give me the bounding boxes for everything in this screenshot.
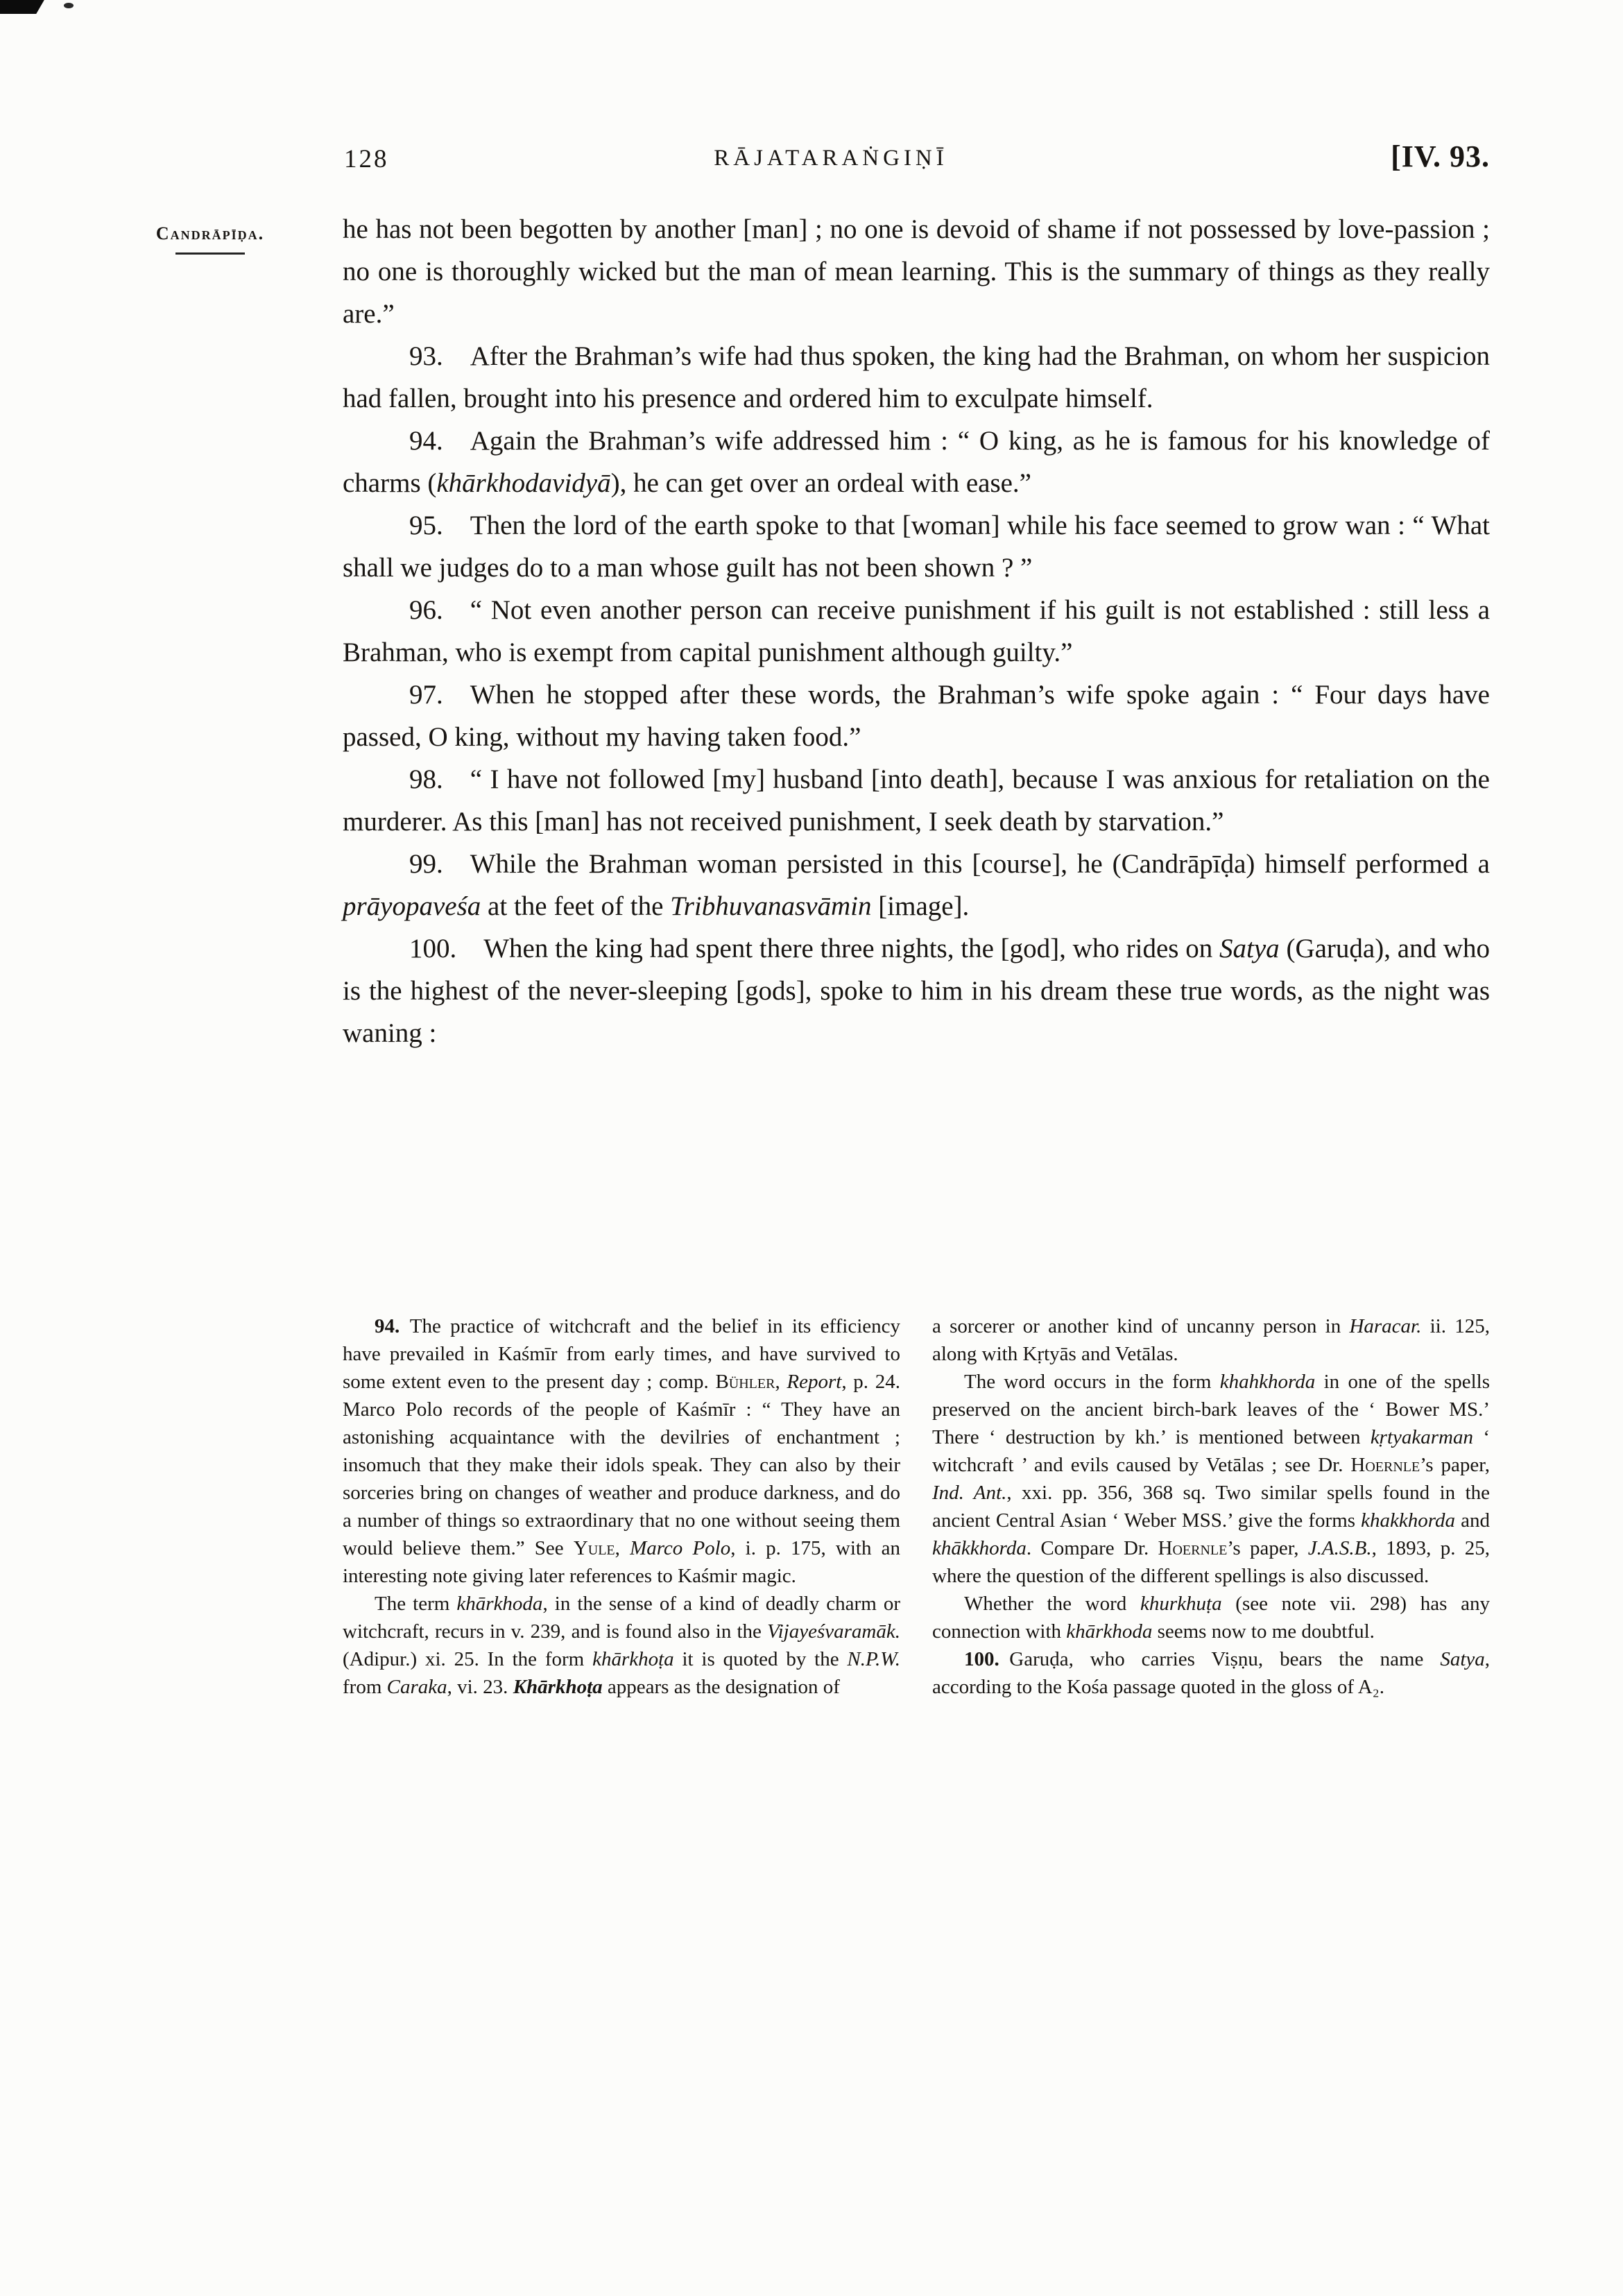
- margin-note-rule: [175, 252, 245, 255]
- footnote-94-continuation: a sorcerer or another kind of uncanny person in Haracar. ii. 125, along with Kṛtyās and Vetālas.: [932, 1315, 1490, 1365]
- footnote-column-right: [932, 1312, 1490, 1701]
- paragraph-92-continuation: he has not been begotten by another [man] ; no one is devoid of shame if not possessed by love-passion ; no one is thoroughly wicked but the man of mean learning. This is the summary of things as they really are.”: [343, 214, 1490, 329]
- paragraph-99: 99. While the Brahman woman persisted in this [course], he (Candrāpīḍa) himself performed a prāyopaveśa at the feet of the Tribhuvanasvāmin [image].: [343, 849, 1490, 921]
- running-head: [343, 139, 1490, 180]
- main-text: [343, 208, 1490, 1054]
- scan-edge-artifact: [0, 0, 44, 14]
- paragraph-93: 93. After the Brahman’s wife had thus spoken, the king had the Brahman, on whom her suspicion had fallen, brought into his presence and ordered him to exculpate himself.: [343, 341, 1490, 413]
- paragraph-96: 96. “ Not even another person can receive punishment if his guilt is not established : still less a Brahman, who is exempt from capital punishment although guilty.”: [343, 595, 1490, 667]
- footnote-94: 94. The practice of witchcraft and the belief in its efficiency have prevailed in Kaśmīr from early times, and have survived to some extent even to the present day ; comp. Bühler, Report, p. 24. Marco Polo records of the people of Kaśmīr : “ They have an astonishing acquaintance with the devilries of enchantment ; insomuch that they make their idols speak. They can also by their sorceries bring on changes of weather and produce darkness, and do a number of things so extraordinary that no one without seeing them would believe them.” See Yule, Marco Polo, i. p. 175, with an interesting note giving later references to Kaśmir magic.: [343, 1315, 901, 1587]
- footnote-column-left: [343, 1312, 900, 1701]
- paragraph-94: 94. Again the Brahman’s wife addressed him : “ O king, as he is famous for his knowledge of charms (khārkhodavidyā), he can get over an ordeal with ease.”: [343, 426, 1490, 498]
- footnotes: [343, 1312, 1490, 1701]
- paragraph-100: 100. When the king had spent there three nights, the [god], who rides on Satya (Garuḍa), and who is the highest of the never-sleeping [gods], spoke to him in his dream these true words, as the night was waning :: [343, 934, 1490, 1048]
- book-title: RĀJATARAṄGIṆĪ: [714, 146, 948, 171]
- margin-note-label: Candrāpīḍa.: [155, 223, 265, 243]
- footnote-100: 100. Garuḍa, who carries Viṣṇu, bears the name Satya, according to the Kośa passage quoted in the gloss of A₂.: [932, 1648, 1490, 1698]
- margin-note: [123, 223, 297, 255]
- paragraph-97: 97. When he stopped after these words, the Brahman’s wife spoke again : “ Four days have passed, O king, without my having taken food.”: [343, 680, 1490, 752]
- paragraph-95: 95. Then the lord of the earth spoke to that [woman] while his face seemed to grow wan : “ What shall we judges do to a man whose guilt has not been shown ? ”: [343, 511, 1490, 583]
- footnote-94-term-kharkhoda: The term khārkhoda, in the sense of a kind of deadly charm or witchcraft, recurs in v. 239, and is found also in the Vijayeśvaramāk. (Adipur.) xi. 25. In the form khārkhoṭa it is quoted by the N.P.W. from Caraka, vi. 23. Khārkhoṭa appears as the designation of: [343, 1593, 900, 1698]
- footnote-94-word-occurs: The word occurs in the form khahkhorda in one of the spells preserved on the ancient birch-bark leaves of the ‘ Bower MS.’ There ‘ destruction by kh.’ is mentioned between kṛtyakarman ‘ witchcraft ’ and evils caused by Vetālas ; see Dr. Hoernle’s paper, Ind. Ant., xxi. pp. 356, 368 sq. Two similar spells found in the ancient Central Asian ‘ Weber MSS.’ give the forms khakkhorda and khākkhorda. Compare Dr. Hoernle’s paper, J.A.S.B., 1893, p. 25, where the question of the different spellings is also discussed.: [932, 1371, 1491, 1587]
- section-reference: [IV. 93.: [1391, 139, 1490, 173]
- footnote-94-khurkhuta: Whether the word khurkhuṭa (see note vii. 298) has any connection with khārkhoda seems now to me doubtful.: [932, 1593, 1490, 1643]
- paragraph-98: 98. “ I have not followed [my] husband [into death], because I was anxious for retaliation on the murderer. As this [man] has not received punishment, I seek death by starvation.”: [343, 764, 1490, 837]
- page-number: 128: [344, 145, 389, 173]
- scan-speck: [64, 3, 74, 8]
